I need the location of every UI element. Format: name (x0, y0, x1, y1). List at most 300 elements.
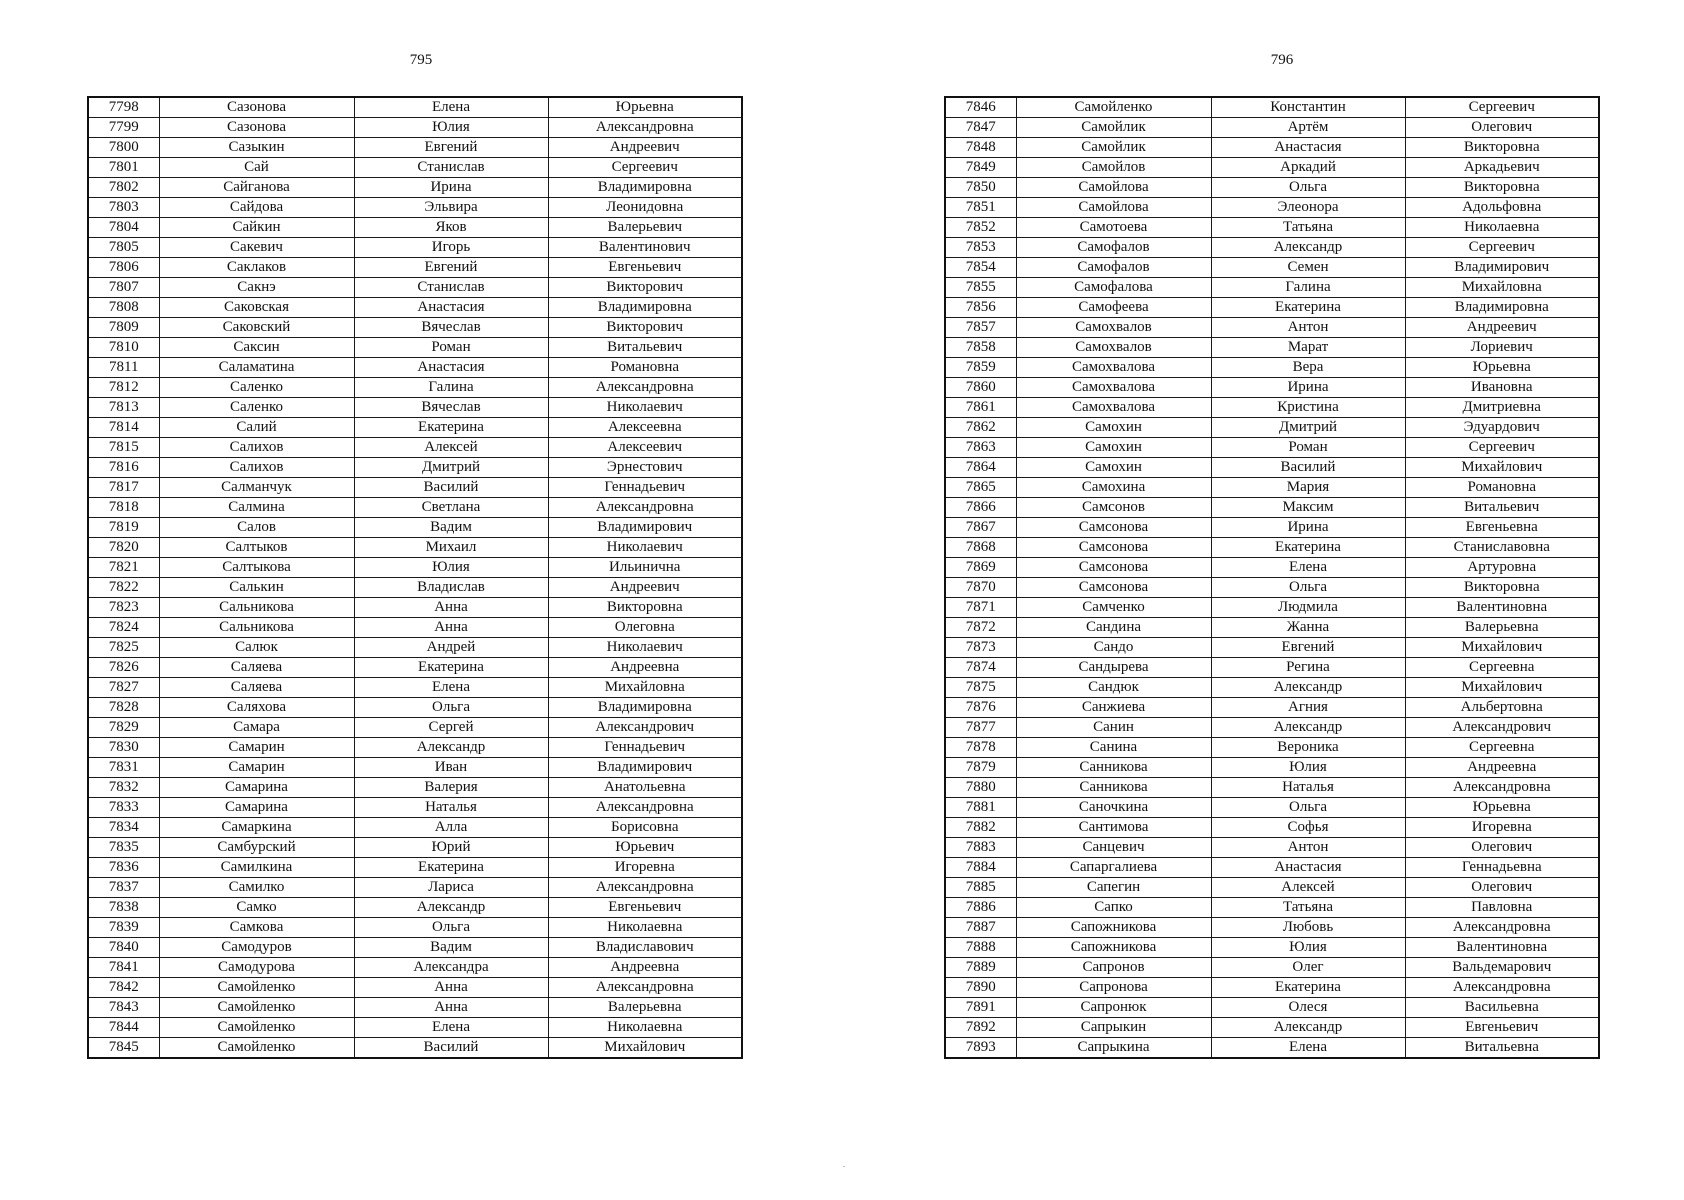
record-number-cell: 7819 (88, 518, 159, 538)
record-number-cell: 7880 (945, 778, 1016, 798)
surname-cell: Санин (1016, 718, 1211, 738)
patronymic-cell: Владимирович (548, 518, 742, 538)
table-row (945, 678, 1599, 698)
patronymic-cell: Васильевна (1405, 998, 1599, 1018)
record-number-cell: 7830 (88, 738, 159, 758)
surname-cell: Самофеева (1016, 298, 1211, 318)
surname-cell: Санжиева (1016, 698, 1211, 718)
first-name-cell: Станислав (354, 158, 548, 178)
record-number-cell: 7889 (945, 958, 1016, 978)
first-name-cell: Агния (1211, 698, 1405, 718)
patronymic-cell: Валентиновна (1405, 598, 1599, 618)
first-name-cell: Анна (354, 998, 548, 1018)
patronymic-cell: Станиславовна (1405, 538, 1599, 558)
surname-cell: Сапаргалиева (1016, 858, 1211, 878)
surname-cell: Санцевич (1016, 838, 1211, 858)
surname-cell: Самойленко (159, 1018, 354, 1038)
patronymic-cell: Андреевна (548, 658, 742, 678)
table-row (88, 918, 742, 938)
patronymic-cell: Артуровна (1405, 558, 1599, 578)
first-name-cell: Дмитрий (354, 458, 548, 478)
first-name-cell: Александр (1211, 678, 1405, 698)
patronymic-cell: Павловна (1405, 898, 1599, 918)
patronymic-cell: Евгеньевич (1405, 1018, 1599, 1038)
surname-cell: Сазыкин (159, 138, 354, 158)
table-row (945, 818, 1599, 838)
table-row (88, 1018, 742, 1038)
patronymic-cell: Андреевич (548, 138, 742, 158)
first-name-cell: Игорь (354, 238, 548, 258)
table-row (945, 318, 1599, 338)
surname-cell: Самохин (1016, 438, 1211, 458)
patronymic-cell: Николаевич (548, 398, 742, 418)
record-number-cell: 7878 (945, 738, 1016, 758)
record-number-cell: 7847 (945, 118, 1016, 138)
surname-cell: Саленко (159, 398, 354, 418)
first-name-cell: Артём (1211, 118, 1405, 138)
first-name-cell: Вера (1211, 358, 1405, 378)
record-number-cell: 7842 (88, 978, 159, 998)
table-row (88, 578, 742, 598)
table-row (88, 298, 742, 318)
table-row (88, 198, 742, 218)
table-row (88, 558, 742, 578)
table-row (945, 538, 1599, 558)
patronymic-cell: Викторович (548, 318, 742, 338)
table-row (945, 878, 1599, 898)
patronymic-cell: Викторовна (1405, 578, 1599, 598)
record-number-cell: 7816 (88, 458, 159, 478)
table-row (945, 898, 1599, 918)
page-number-left: 795 (409, 52, 433, 68)
patronymic-cell: Сергеевна (1405, 658, 1599, 678)
patronymic-cell: Александровна (1405, 978, 1599, 998)
record-number-cell: 7891 (945, 998, 1016, 1018)
record-number-cell: 7858 (945, 338, 1016, 358)
table-row (88, 138, 742, 158)
first-name-cell: Евгений (1211, 638, 1405, 658)
table-row (945, 518, 1599, 538)
first-name-cell: Екатерина (1211, 538, 1405, 558)
first-name-cell: Константин (1211, 97, 1405, 118)
first-name-cell: Юлия (1211, 758, 1405, 778)
surname-cell: Саламатина (159, 358, 354, 378)
patronymic-cell: Михайлович (1405, 458, 1599, 478)
surname-cell: Сандюк (1016, 678, 1211, 698)
surname-cell: Самарин (159, 738, 354, 758)
record-number-cell: 7871 (945, 598, 1016, 618)
patronymic-cell: Борисовна (548, 818, 742, 838)
first-name-cell: Вадим (354, 938, 548, 958)
patronymic-cell: Олеговна (548, 618, 742, 638)
table-row (945, 618, 1599, 638)
first-name-cell: Ирина (1211, 518, 1405, 538)
first-name-cell: Елена (354, 678, 548, 698)
patronymic-cell: Олегович (1405, 838, 1599, 858)
patronymic-cell: Владимирович (1405, 258, 1599, 278)
table-row (945, 1018, 1599, 1038)
patronymic-cell: Сергеевич (548, 158, 742, 178)
table-row (945, 358, 1599, 378)
record-number-cell: 7845 (88, 1038, 159, 1059)
record-number-cell: 7831 (88, 758, 159, 778)
patronymic-cell: Леонидовна (548, 198, 742, 218)
first-name-cell: Василий (354, 1038, 548, 1059)
patronymic-cell: Михайлович (548, 1038, 742, 1059)
record-number-cell: 7868 (945, 538, 1016, 558)
surname-cell: Салтыков (159, 538, 354, 558)
patronymic-cell: Сергеевна (1405, 738, 1599, 758)
first-name-cell: Вячеслав (354, 398, 548, 418)
surname-cell: Саляева (159, 658, 354, 678)
surname-cell: Саковский (159, 318, 354, 338)
record-number-cell: 7870 (945, 578, 1016, 598)
surname-cell: Самойленко (159, 978, 354, 998)
record-number-cell: 7876 (945, 698, 1016, 718)
surname-cell: Салий (159, 418, 354, 438)
record-number-cell: 7851 (945, 198, 1016, 218)
patronymic-cell: Ильинична (548, 558, 742, 578)
record-number-cell: 7864 (945, 458, 1016, 478)
record-number-cell: 7833 (88, 798, 159, 818)
table-row (945, 458, 1599, 478)
surname-cell: Сапронюк (1016, 998, 1211, 1018)
record-number-cell: 7855 (945, 278, 1016, 298)
patronymic-cell: Романовна (548, 358, 742, 378)
first-name-cell: Анастасия (1211, 138, 1405, 158)
record-number-cell: 7814 (88, 418, 159, 438)
table-row (945, 838, 1599, 858)
first-name-cell: Анна (354, 598, 548, 618)
patronymic-cell: Евгеньевич (548, 258, 742, 278)
surname-cell: Самсонова (1016, 518, 1211, 538)
table-row (945, 858, 1599, 878)
first-name-cell: Наталья (354, 798, 548, 818)
first-name-cell: Екатерина (354, 418, 548, 438)
surname-cell: Самохвалова (1016, 398, 1211, 418)
first-name-cell: Ирина (1211, 378, 1405, 398)
record-number-cell: 7820 (88, 538, 159, 558)
table-row (88, 418, 742, 438)
patronymic-cell: Аркадьевич (1405, 158, 1599, 178)
patronymic-cell: Владимировна (548, 698, 742, 718)
record-number-cell: 7883 (945, 838, 1016, 858)
table-row (945, 138, 1599, 158)
patronymic-cell: Валентинович (548, 238, 742, 258)
table-row (88, 958, 742, 978)
patronymic-cell: Олегович (1405, 878, 1599, 898)
surname-cell: Сакевич (159, 238, 354, 258)
first-name-cell: Мария (1211, 478, 1405, 498)
patronymic-cell: Владимировна (548, 298, 742, 318)
surname-cell: Самсонова (1016, 578, 1211, 598)
first-name-cell: Евгений (354, 138, 548, 158)
surname-cell: Салькин (159, 578, 354, 598)
table-row (88, 658, 742, 678)
surname-cell: Саленко (159, 378, 354, 398)
first-name-cell: Анна (354, 978, 548, 998)
patronymic-cell: Владимирович (548, 758, 742, 778)
surname-cell: Салов (159, 518, 354, 538)
record-number-cell: 7811 (88, 358, 159, 378)
record-number-cell: 7798 (88, 97, 159, 118)
record-number-cell: 7839 (88, 918, 159, 938)
roster-table-left (87, 96, 743, 1059)
patronymic-cell: Андреевна (548, 958, 742, 978)
first-name-cell: Ирина (354, 178, 548, 198)
surname-cell: Салихов (159, 458, 354, 478)
first-name-cell: Татьяна (1211, 898, 1405, 918)
patronymic-cell: Романовна (1405, 478, 1599, 498)
surname-cell: Самарин (159, 758, 354, 778)
patronymic-cell: Геннадьевич (548, 738, 742, 758)
scan-speck (843, 1166, 845, 1167)
table-row (88, 1038, 742, 1059)
patronymic-cell: Владимировна (1405, 298, 1599, 318)
first-name-cell: Ольга (1211, 178, 1405, 198)
patronymic-cell: Юрьевна (548, 97, 742, 118)
surname-cell: Сапрыкина (1016, 1038, 1211, 1059)
record-number-cell: 7890 (945, 978, 1016, 998)
surname-cell: Самсонова (1016, 558, 1211, 578)
surname-cell: Сапронова (1016, 978, 1211, 998)
record-number-cell: 7813 (88, 398, 159, 418)
record-number-cell: 7810 (88, 338, 159, 358)
patronymic-cell: Игоревна (548, 858, 742, 878)
patronymic-cell: Сергеевич (1405, 238, 1599, 258)
first-name-cell: Екатерина (354, 658, 548, 678)
first-name-cell: Максим (1211, 498, 1405, 518)
table-row (88, 858, 742, 878)
surname-cell: Сайдова (159, 198, 354, 218)
table-row (945, 798, 1599, 818)
record-number-cell: 7829 (88, 718, 159, 738)
surname-cell: Самохина (1016, 478, 1211, 498)
record-number-cell: 7805 (88, 238, 159, 258)
record-number-cell: 7869 (945, 558, 1016, 578)
patronymic-cell: Валерьевна (548, 998, 742, 1018)
first-name-cell: Юлия (1211, 938, 1405, 958)
surname-cell: Самаркина (159, 818, 354, 838)
patronymic-cell: Михайловна (1405, 278, 1599, 298)
first-name-cell: Вадим (354, 518, 548, 538)
record-number-cell: 7853 (945, 238, 1016, 258)
record-number-cell: 7874 (945, 658, 1016, 678)
first-name-cell: Александр (1211, 238, 1405, 258)
first-name-cell: Юлия (354, 118, 548, 138)
record-number-cell: 7803 (88, 198, 159, 218)
first-name-cell: Олег (1211, 958, 1405, 978)
record-number-cell: 7865 (945, 478, 1016, 498)
table-row (88, 898, 742, 918)
first-name-cell: Наталья (1211, 778, 1405, 798)
table-row (88, 178, 742, 198)
surname-cell: Самотоева (1016, 218, 1211, 238)
record-number-cell: 7888 (945, 938, 1016, 958)
surname-cell: Самкова (159, 918, 354, 938)
patronymic-cell: Алексеевна (548, 418, 742, 438)
surname-cell: Самохин (1016, 458, 1211, 478)
first-name-cell: Алексей (1211, 878, 1405, 898)
patronymic-cell: Алексеевич (548, 438, 742, 458)
patronymic-cell: Альбертовна (1405, 698, 1599, 718)
table-row (945, 298, 1599, 318)
roster-table-right (944, 96, 1600, 1059)
record-number-cell: 7832 (88, 778, 159, 798)
surname-cell: Самохвалова (1016, 358, 1211, 378)
first-name-cell: Екатерина (354, 858, 548, 878)
record-number-cell: 7866 (945, 498, 1016, 518)
surname-cell: Сандырева (1016, 658, 1211, 678)
patronymic-cell: Эрнестович (548, 458, 742, 478)
table-row (945, 598, 1599, 618)
patronymic-cell: Александровна (548, 878, 742, 898)
first-name-cell: Елена (1211, 558, 1405, 578)
surname-cell: Самохин (1016, 418, 1211, 438)
table-row (945, 698, 1599, 718)
patronymic-cell: Николаевна (1405, 218, 1599, 238)
first-name-cell: Яков (354, 218, 548, 238)
record-number-cell: 7799 (88, 118, 159, 138)
surname-cell: Саночкина (1016, 798, 1211, 818)
surname-cell: Сайкин (159, 218, 354, 238)
patronymic-cell: Дмитриевна (1405, 398, 1599, 418)
record-number-cell: 7861 (945, 398, 1016, 418)
table-row (945, 778, 1599, 798)
patronymic-cell: Валерьевна (1405, 618, 1599, 638)
patronymic-cell: Евгеньевич (548, 898, 742, 918)
record-number-cell: 7892 (945, 1018, 1016, 1038)
surname-cell: Самохвалов (1016, 338, 1211, 358)
first-name-cell: Софья (1211, 818, 1405, 838)
first-name-cell: Алла (354, 818, 548, 838)
table-row (88, 398, 742, 418)
first-name-cell: Александр (354, 898, 548, 918)
first-name-cell: Людмила (1211, 598, 1405, 618)
record-number-cell: 7828 (88, 698, 159, 718)
patronymic-cell: Викторовна (1405, 138, 1599, 158)
surname-cell: Сальникова (159, 598, 354, 618)
table-row (945, 338, 1599, 358)
first-name-cell: Анастасия (354, 358, 548, 378)
record-number-cell: 7863 (945, 438, 1016, 458)
surname-cell: Сай (159, 158, 354, 178)
record-number-cell: 7886 (945, 898, 1016, 918)
table-row (945, 1038, 1599, 1059)
record-number-cell: 7879 (945, 758, 1016, 778)
surname-cell: Санникова (1016, 778, 1211, 798)
patronymic-cell: Вальдемарович (1405, 958, 1599, 978)
record-number-cell: 7837 (88, 878, 159, 898)
first-name-cell: Елена (354, 97, 548, 118)
table-row (88, 758, 742, 778)
record-number-cell: 7887 (945, 918, 1016, 938)
patronymic-cell: Николаевна (548, 918, 742, 938)
table-row (945, 638, 1599, 658)
surname-cell: Саксин (159, 338, 354, 358)
record-number-cell: 7854 (945, 258, 1016, 278)
table-row (88, 538, 742, 558)
patronymic-cell: Александрович (548, 718, 742, 738)
surname-cell: Сапожникова (1016, 938, 1211, 958)
first-name-cell: Екатерина (1211, 978, 1405, 998)
surname-cell: Самойленко (1016, 97, 1211, 118)
first-name-cell: Юлия (354, 558, 548, 578)
table-row (945, 238, 1599, 258)
table-row (88, 158, 742, 178)
surname-cell: Самофалова (1016, 278, 1211, 298)
first-name-cell: Алексей (354, 438, 548, 458)
surname-cell: Самченко (1016, 598, 1211, 618)
record-number-cell: 7877 (945, 718, 1016, 738)
surname-cell: Самойленко (159, 1038, 354, 1059)
first-name-cell: Ольга (354, 698, 548, 718)
surname-cell: Самодуров (159, 938, 354, 958)
patronymic-cell: Михайловна (548, 678, 742, 698)
table-row (88, 778, 742, 798)
surname-cell: Самодурова (159, 958, 354, 978)
patronymic-cell: Александровна (1405, 778, 1599, 798)
record-number-cell: 7859 (945, 358, 1016, 378)
first-name-cell: Татьяна (1211, 218, 1405, 238)
record-number-cell: 7867 (945, 518, 1016, 538)
surname-cell: Саклаков (159, 258, 354, 278)
first-name-cell: Ольга (1211, 578, 1405, 598)
patronymic-cell: Витальевич (548, 338, 742, 358)
table-row (945, 178, 1599, 198)
table-row (88, 518, 742, 538)
table-row (88, 358, 742, 378)
first-name-cell: Лариса (354, 878, 548, 898)
patronymic-cell: Андреевна (1405, 758, 1599, 778)
patronymic-cell: Владимировна (548, 178, 742, 198)
record-number-cell: 7835 (88, 838, 159, 858)
surname-cell: Самарина (159, 798, 354, 818)
table-row (88, 618, 742, 638)
first-name-cell: Семен (1211, 258, 1405, 278)
patronymic-cell: Юрьевна (1405, 798, 1599, 818)
table-row (945, 718, 1599, 738)
record-number-cell: 7838 (88, 898, 159, 918)
record-number-cell: 7857 (945, 318, 1016, 338)
table-row (945, 218, 1599, 238)
table-row (88, 238, 742, 258)
surname-cell: Самохвалов (1016, 318, 1211, 338)
surname-cell: Сапко (1016, 898, 1211, 918)
patronymic-cell: Геннадьевич (548, 478, 742, 498)
table-row (945, 418, 1599, 438)
first-name-cell: Александр (354, 738, 548, 758)
table-row (88, 278, 742, 298)
record-number-cell: 7818 (88, 498, 159, 518)
first-name-cell: Валерия (354, 778, 548, 798)
patronymic-cell: Юрьевич (548, 838, 742, 858)
surname-cell: Самилко (159, 878, 354, 898)
table-row (88, 338, 742, 358)
table-row (88, 258, 742, 278)
record-number-cell: 7849 (945, 158, 1016, 178)
patronymic-cell: Ивановна (1405, 378, 1599, 398)
patronymic-cell: Сергеевич (1405, 438, 1599, 458)
table-row (88, 498, 742, 518)
table-row (945, 998, 1599, 1018)
patronymic-cell: Михайлович (1405, 638, 1599, 658)
surname-cell: Самойлова (1016, 198, 1211, 218)
first-name-cell: Марат (1211, 338, 1405, 358)
patronymic-cell: Эдуардович (1405, 418, 1599, 438)
table-row (88, 938, 742, 958)
first-name-cell: Сергей (354, 718, 548, 738)
